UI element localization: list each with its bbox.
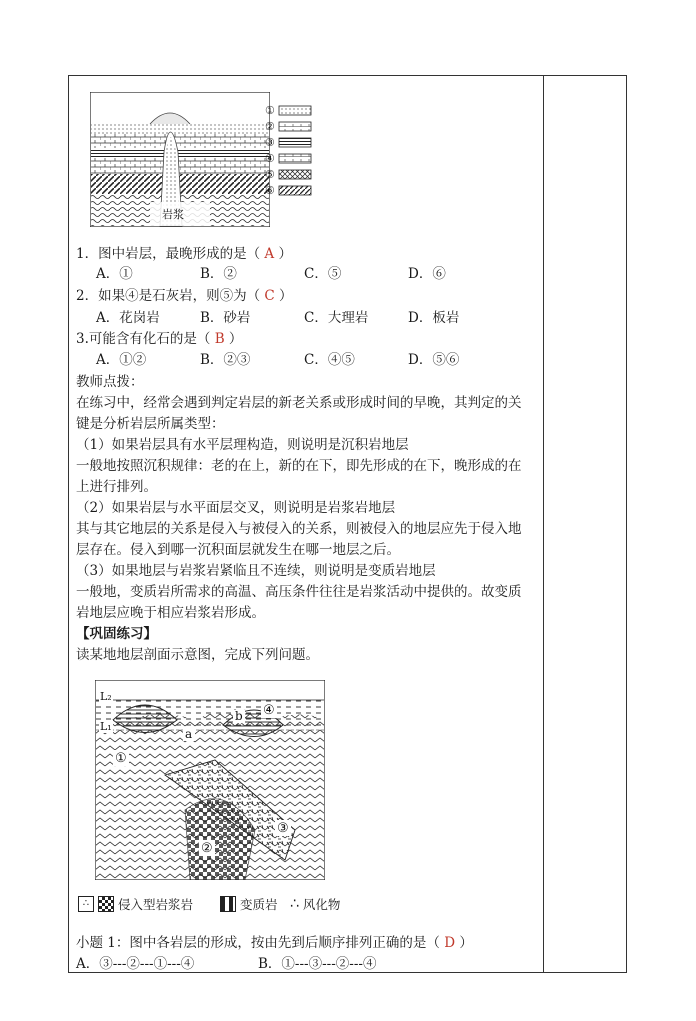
- legend2-item-metamorphic: [220, 895, 278, 913]
- question-2-options: [96, 308, 459, 328]
- q1-option-d: D．⑥: [408, 266, 446, 282]
- question-1-close: ）: [278, 246, 292, 262]
- q2-option-d: D．板岩: [408, 310, 460, 326]
- question-3-close: ）: [228, 331, 243, 347]
- sub1-option-b: B．①---③---②---④: [258, 956, 377, 972]
- tips-line-3: （1）如果岩层具有水平层理构造，则说明是沉积岩地层: [76, 437, 409, 453]
- question-1-stem: 1．图中岩层，最晚形成的是（: [76, 246, 261, 262]
- tips-line-7: 其与其它地层的关系是侵入与被侵入的关系，则被侵入的地层应先于侵入地: [76, 521, 522, 537]
- legend2-label-weathering: 风化物: [302, 897, 341, 912]
- question-2-answer: C: [264, 288, 275, 304]
- tips-line-1: 在练习中，经常会遇到判定岩层的新老关系或形成时间的早晚，其判定的关: [76, 395, 522, 411]
- tips-line-4: 一般地按照沉积规律：老的在上，新的在下，即先形成的在下，晚形成的在: [76, 458, 522, 474]
- label-3: ③: [277, 821, 289, 836]
- question-2-close: ）: [279, 288, 293, 304]
- tips-line-5: 上进行排列。: [76, 479, 157, 495]
- question-3: [76, 329, 242, 349]
- legend2-item-magma: ∴ 侵入型岩浆岩: [78, 895, 193, 913]
- legend1-label-4: ④: [265, 152, 275, 165]
- tips-line-6: （2）如果岩层与水平面层交叉，则说明是岩浆岩地层: [76, 500, 396, 516]
- question-3-stem: 3.可能含有化石的是（: [76, 331, 211, 347]
- practice-heading: 【巩固练习】: [76, 626, 157, 642]
- subquestion-1: [76, 933, 473, 953]
- table-column-divider: [543, 75, 544, 973]
- tips-line-11: 岩地层应晚于相应岩浆岩形成。: [76, 605, 265, 621]
- legend1-label-5: ⑤: [265, 168, 275, 181]
- question-1-options: [96, 264, 446, 284]
- subquestion-1-stem: 小题 1：图中各岩层的形成，按由先到后顺序排列正确的是（: [76, 935, 440, 951]
- tips-title: 教师点拨：: [76, 374, 144, 390]
- practice-intro: 读某地地层剖面示意图，完成下列问题。: [76, 647, 319, 663]
- subquestion-1-answer: D: [444, 935, 456, 951]
- q2-option-c: C．大理岩: [304, 310, 369, 326]
- label-L1: L₁: [100, 720, 112, 733]
- legend2-item-weathering: ∴ 风化物: [290, 896, 341, 912]
- question-3-options: [96, 350, 459, 370]
- q2-option-a: A．花岗岩: [96, 310, 160, 326]
- legend2-label-magma: 侵入型岩浆岩: [118, 897, 194, 912]
- label-1: ①: [115, 751, 127, 766]
- q3-option-c: C．④⑤: [304, 352, 355, 368]
- q3-option-b: B．②③: [200, 352, 251, 368]
- tips-line-10: 一般地，变质岩所需求的高温、高压条件往往是岩浆活动中提供的。故变质: [76, 584, 522, 600]
- question-1-answer: A: [264, 246, 275, 262]
- q3-option-d: D．⑤⑥: [408, 352, 460, 368]
- question-3-answer: B: [214, 331, 225, 347]
- tips-line-2: 键是分析岩层所属类型：: [76, 416, 225, 432]
- question-2: [76, 286, 293, 306]
- question-2-stem: 2．如果④是石灰岩，则⑤为（: [76, 288, 261, 304]
- legend1-label-2: ②: [265, 120, 275, 133]
- magma-label: 岩浆: [162, 208, 184, 221]
- sub1-option-a: A．③---②---①---④: [76, 956, 195, 972]
- q1-option-b: B．②: [200, 266, 237, 282]
- legend1-label-1: ①: [265, 104, 275, 117]
- q2-option-b: B．砂岩: [200, 310, 251, 326]
- legend1-label-6: ⑥: [265, 184, 275, 196]
- label-a: a: [185, 727, 193, 741]
- subquestion-1-close: ）: [459, 935, 473, 951]
- label-4: ④: [263, 703, 275, 718]
- tips-line-9: （3）如果地层与岩浆岩紧临且不连续，则说明是变质岩地层: [76, 563, 436, 579]
- legend2-label-metamorphic: 变质岩: [240, 897, 278, 912]
- question-1: [76, 244, 292, 264]
- strata-legend-2: [78, 895, 378, 919]
- label-L2: L₂: [100, 690, 112, 703]
- strata-legend-1: [265, 104, 325, 196]
- label-b: b: [235, 709, 243, 723]
- subquestion-1-options: [76, 954, 376, 974]
- q3-option-a: A．①②: [96, 352, 147, 368]
- strata-diagram-2: [95, 680, 325, 880]
- label-2: ②: [201, 841, 213, 856]
- q1-option-c: C．⑤: [304, 266, 342, 282]
- strata-diagram-1: [90, 92, 270, 227]
- q1-option-a: A．①: [96, 266, 133, 282]
- legend1-label-3: ③: [265, 136, 275, 149]
- tips-line-8: 层存在。侵入到哪一沉积面层就发生在哪一地层之后。: [76, 542, 400, 558]
